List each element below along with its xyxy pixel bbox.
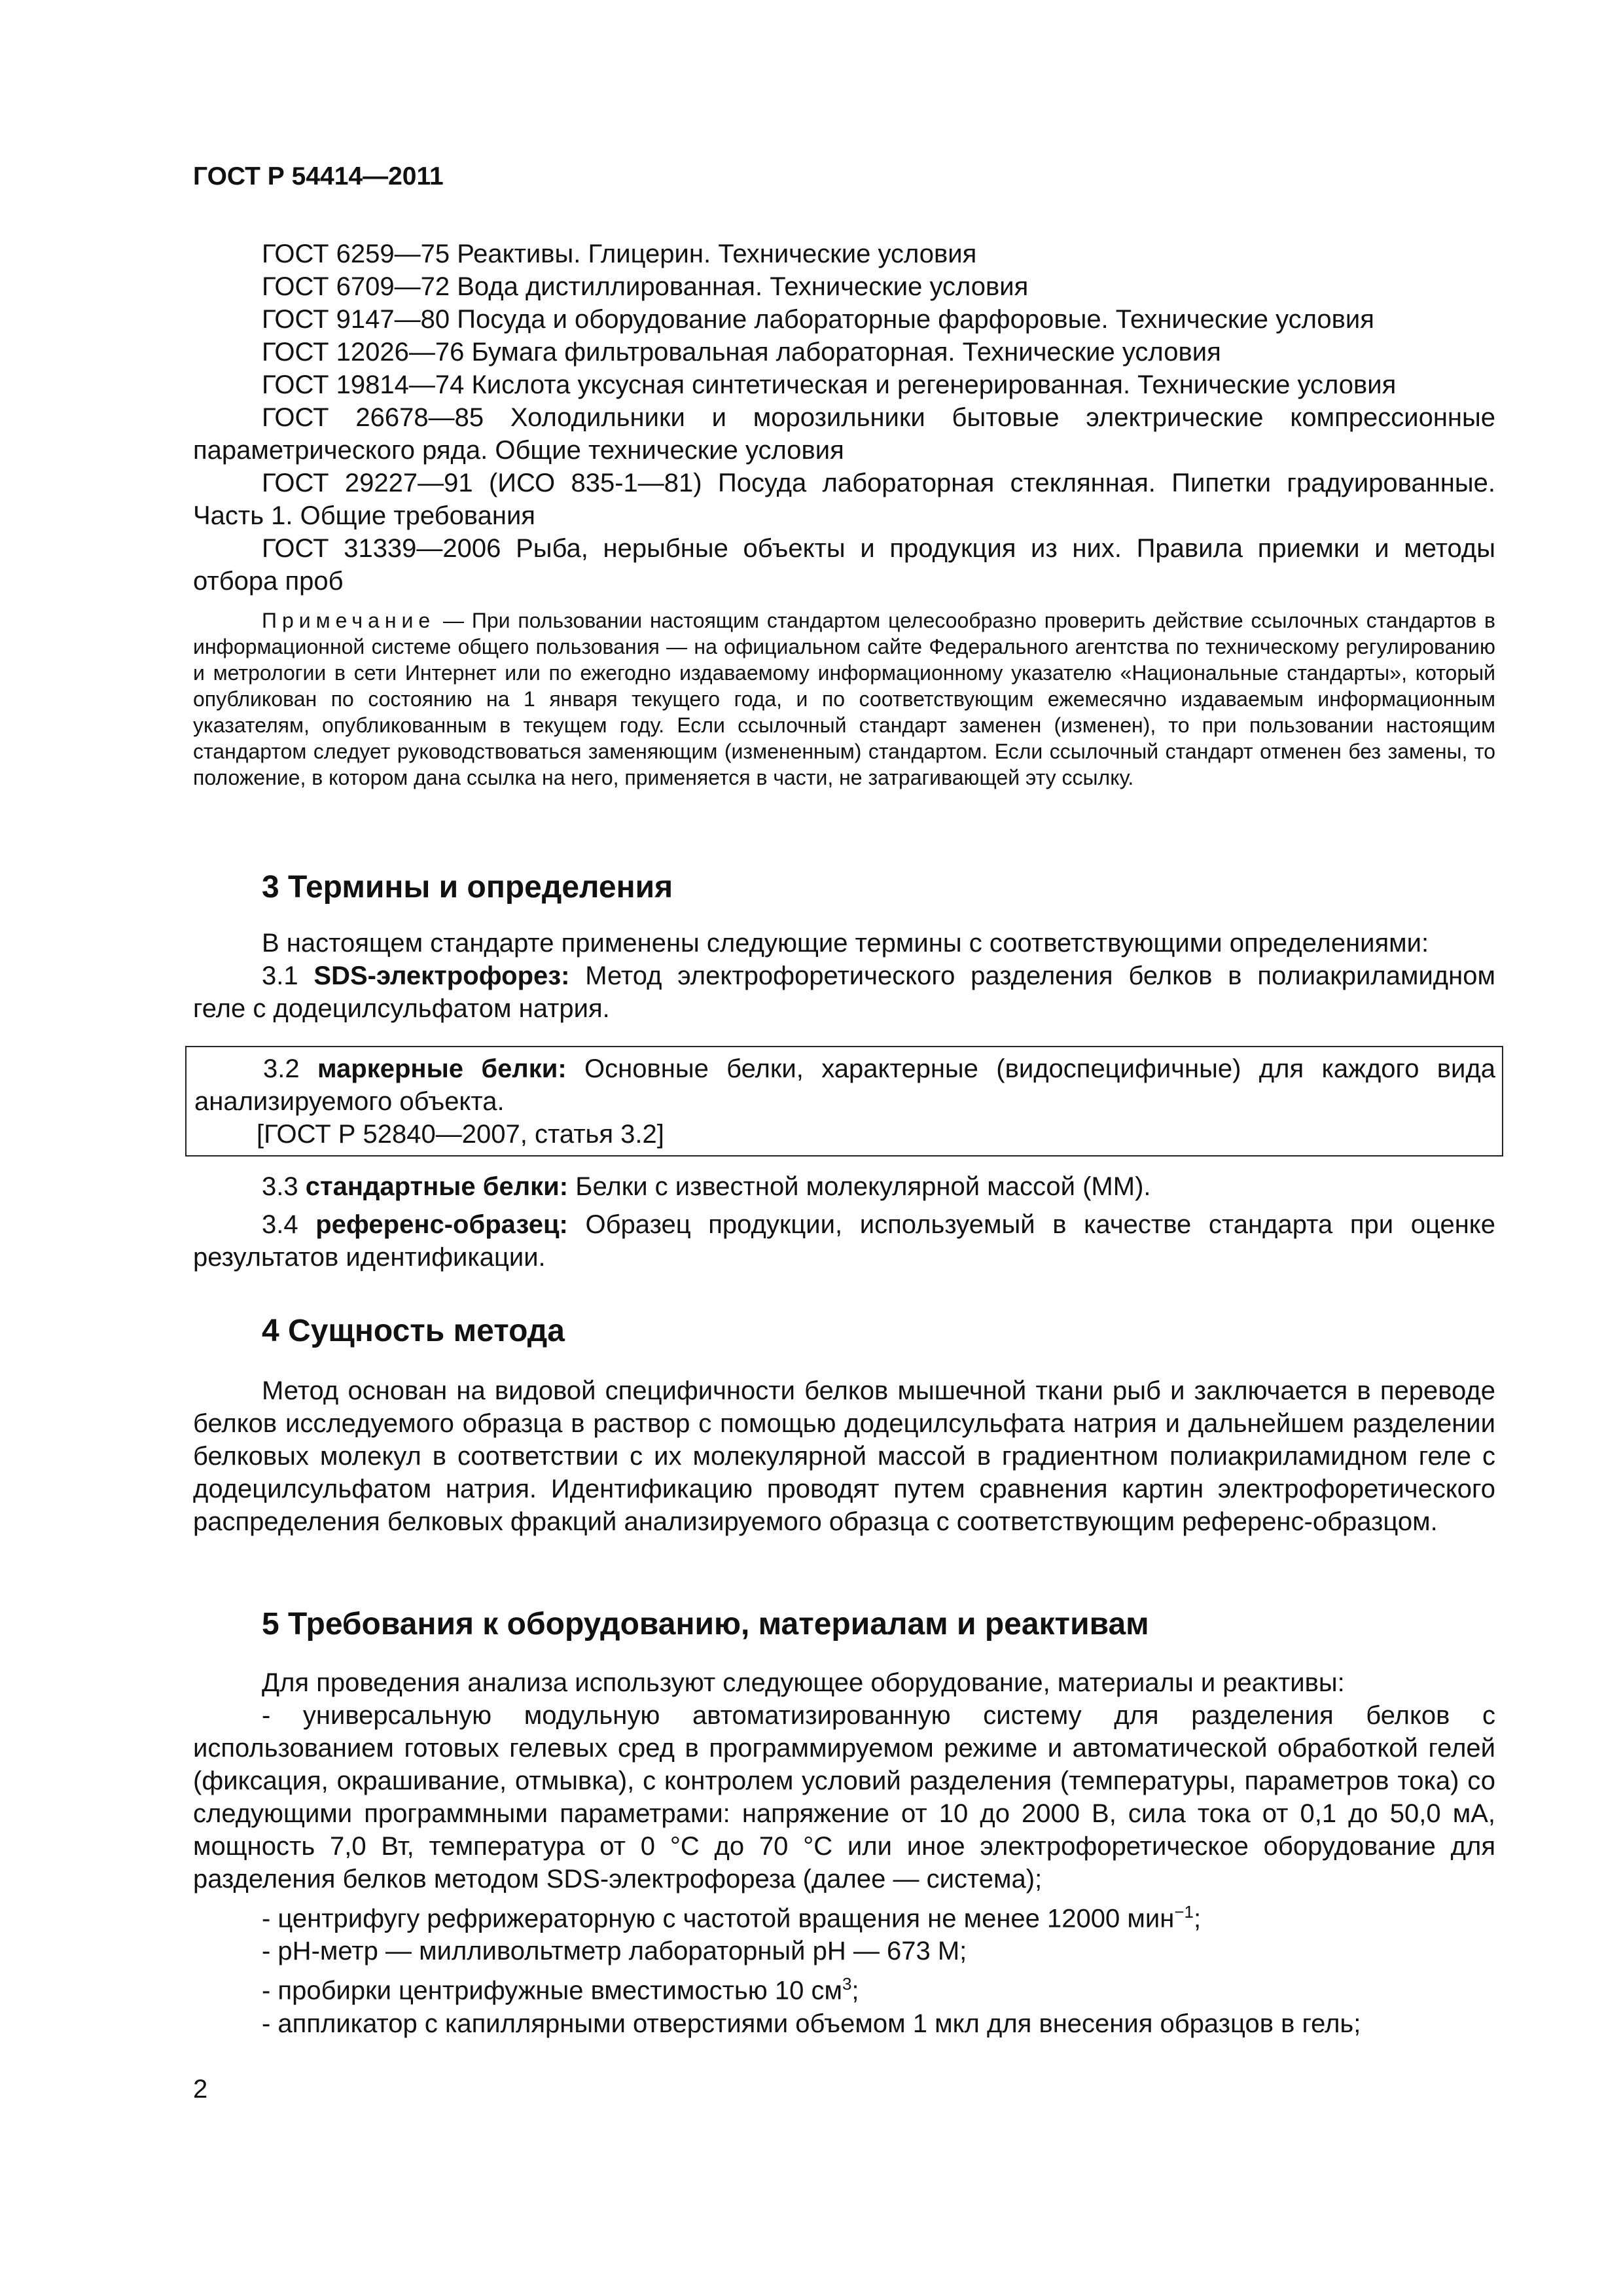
- reference-item: ГОСТ 9147—80 Посуда и оборудование лабораторные фарфоровые. Технические условия: [262, 305, 1374, 334]
- section-3-intro: В настоящем стандарте применены следующие термины с соответствующими определениями:: [262, 929, 1429, 958]
- reference-item: ГОСТ 31339—2006 Рыба, нерыбные объекты и продукция из них. Правила приемки и методы отбора проб: [193, 534, 1495, 596]
- section-4: [193, 1312, 1495, 1538]
- equipment-item: - пробирки центрифужные вместимостью 10 $см^3$;: [262, 1974, 859, 2005]
- term-3-2: [194, 1052, 1495, 1118]
- term-3-4: [193, 1208, 1495, 1274]
- note-block: [193, 607, 1495, 791]
- reference-item: ГОСТ 12026—76 Бумага фильтровальная лабораторная. Технические условия: [262, 338, 1221, 367]
- section-5: [193, 1605, 1495, 2040]
- section-5-intro: Для проведения анализа используют следующее оборудование, материалы и реактивы:: [262, 1668, 1345, 1697]
- references-list: [193, 238, 1495, 598]
- reference-item: ГОСТ 19814—74 Кислота уксусная синтетическая и регенерированная. Технические условия: [262, 370, 1397, 399]
- term-number: 3.3: [262, 1172, 298, 1201]
- section-5-title: 5 Требования к оборудованию, материалам и реактивам: [262, 1607, 1149, 1641]
- section-3-title: 3 Термины и определения: [262, 870, 673, 905]
- term-number: 3.4: [262, 1210, 298, 1239]
- page-number: 2: [193, 2075, 208, 2104]
- note-text: — При пользовании настоящим стандартом целесообразно проверить действие ссылочных стандартов в информационной системе общего пользования — на официальном сайте Федерального агентства по техническому регулированию и метрологии в сети Интернет или по ежегодно издаваемому информационному указателю «Национальные стандарты», который опубликован по состоянию на 1 января текущего года, и по соответствующим ежемесячно издаваемым информационным указателям, опубликованным в текущем году. Если ссылочный стандарт заменен (изменен), то при пользовании настоящим стандартом следует руководствоваться заменяющим (измененным) стандартом. Если ссылочный стандарт отменен без замены, то положение, в котором дана ссылка на него, применяется в части, не затрагивающей эту ссылку.: [193, 609, 1495, 789]
- reference-item: ГОСТ 6709—72 Вода дистиллированная. Технические условия: [262, 272, 1029, 301]
- document-header: ГОСТ Р 54414—2011: [193, 162, 444, 190]
- term-name: референс-образец:: [315, 1210, 568, 1239]
- term-number: 3.2: [263, 1054, 300, 1083]
- equipment-item: - аппликатор с капиллярными отверстиями объемом 1 мкл для внесения образцов в гель;: [262, 2009, 1361, 2038]
- term-definition: Белки с известной молекулярной массой (ММ).: [575, 1172, 1151, 1201]
- term-3-3: [193, 1170, 1495, 1203]
- term-name: стандартные белки:: [305, 1172, 569, 1201]
- term-definition: Метод электрофоретического разделения белков в полиакриламидном геле с додецилсульфатом натрия.: [193, 961, 1495, 1023]
- section-3: [193, 868, 1495, 1025]
- term-definition: Основные белки, характерные (видоспецифичные) для каждого вида анализируемого объекта.: [194, 1054, 1495, 1116]
- reference-item: ГОСТ 29227—91 (ИСО 835-1—81) Посуда лабораторная стеклянная. Пипетки градуированные. Часть 1. Общие требования: [193, 469, 1495, 530]
- term-3-1: [193, 960, 1495, 1025]
- quoted-term-box: [185, 1046, 1503, 1157]
- equipment-item: - pH-метр — милливольтметр лабораторный pH — 673 М;: [262, 1937, 967, 1966]
- note-paragraph: [193, 607, 1495, 791]
- section-4-text: Метод основан на видовой специфичности белков мышечной ткани рыб и заключается в переводе белков исследуемого образца в раствор с помощью додецилсульфата натрия и дальнейшем разделении белковых молекул в соответствии с их молекулярной массой в градиентном полиакриламидном геле с додецилсульфатом натрия. Идентификацию проводят путем сравнения картин электрофоретического распределения белковых фракций анализируемого образца с соответствующим референс-образцом.: [193, 1376, 1495, 1536]
- section-3-terms-continued: [193, 1170, 1495, 1274]
- term-name: маркерные белки:: [317, 1054, 567, 1083]
- section-4-title: 4 Сущность метода: [262, 1314, 565, 1348]
- term-3-2-source: [ГОСТ Р 52840—2007, статья 3.2]: [257, 1120, 664, 1149]
- equipment-item: - центрифугу рефрижераторную с частотой вращения не менее 12000 мин$^{-1}$;: [262, 1902, 1202, 1933]
- term-name: SDS-электрофорез:: [313, 961, 570, 990]
- note-label: Примечание: [262, 609, 436, 632]
- reference-item: ГОСТ 6259—75 Реактивы. Глицерин. Технические условия: [262, 240, 977, 268]
- equipment-item: - универсальную модульную автоматизированную систему для разделения белков с использованием готовых гелевых сред в программируемом режиме и автоматической обработкой гелей (фиксация, окрашивание, отмывка), с контролем условий разделения (температуры, параметров тока) со следующими программными параметрами: напряжение от 10 до 2000 В, сила тока от 0,1 до 50,0 мА, мощность 7,0 Вт, температура от 0 °С до 70 °С или иное электрофоретическое оборудование для разделения белков методом SDS-электрофореза (далее — система);: [193, 1701, 1495, 1893]
- reference-item: ГОСТ 26678—85 Холодильники и морозильники бытовые электрические компрессионные параметрического ряда. Общие технические условия: [193, 403, 1495, 465]
- term-number: 3.1: [262, 961, 298, 990]
- term-definition: Образец продукции, используемый в качестве стандарта при оценке результатов идентификации.: [193, 1210, 1495, 1272]
